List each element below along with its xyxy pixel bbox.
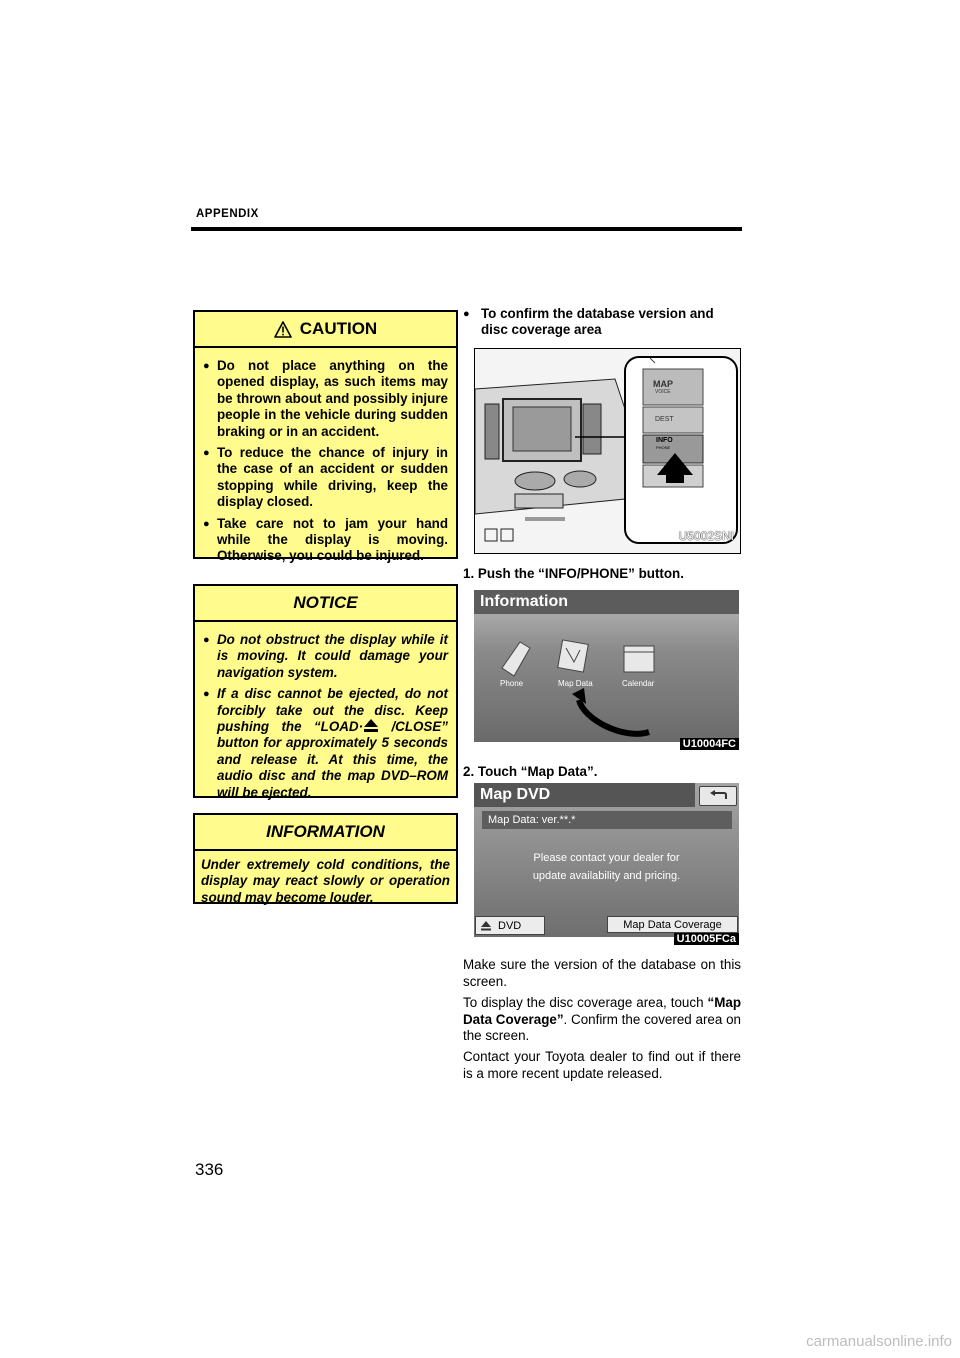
dashboard-illustration: [475, 349, 740, 553]
section-heading: ● To confirm the database version and disc coverage area: [463, 306, 714, 338]
figure-code: U10004FC: [680, 738, 739, 750]
bullet-icon: ●: [203, 360, 210, 372]
information-box: [193, 813, 458, 904]
bullet-icon: ●: [203, 688, 210, 701]
dashboard-figure: [474, 348, 741, 554]
eject-icon: [363, 719, 379, 732]
eject-icon: [480, 921, 492, 931]
dvd-eject-button[interactable]: DVD: [475, 916, 545, 935]
figure-code: U10005FCa: [674, 933, 739, 945]
phone-button-label: PHONE: [656, 445, 671, 450]
caution-body: [195, 348, 456, 578]
bullet-icon: ●: [463, 308, 470, 320]
step-1: 1. Push the “INFO/PHONE” button.: [463, 566, 684, 581]
phone-icon-label: Phone: [500, 679, 524, 688]
map-data-icon: [558, 640, 588, 672]
notice-box: [193, 584, 458, 798]
information-body: Under extremely cold conditions, the display may react slowly or operation sound may become louder.: [201, 857, 450, 905]
calendar-icon: [624, 646, 654, 672]
map-data-icon-label: Map Data: [558, 679, 593, 688]
map-dvd-screen-figure: [474, 783, 739, 945]
caution-item: ● To reduce the chance of injury in the case of an accident or sudden stopping while driving, keep the display closed.: [203, 445, 448, 510]
figure-code: U5002SNI: [678, 529, 734, 543]
notice-item: ● If a disc cannot be ejected, do not forcibly take out the disc. Keep pushing the “LOAD· /CLOSE” button for approximately 5 seconds and release it. At this time, the audio disc and the map DVD–ROM will be ejected.: [203, 686, 448, 800]
notice-item: ● Do not obstruct the display while it is moving. It could damage your navigation system.: [203, 632, 448, 680]
information-title: INFORMATION: [266, 822, 385, 841]
back-button[interactable]: [699, 786, 737, 806]
notice-title: NOTICE: [293, 593, 358, 612]
step-2: 2. Touch “Map Data”.: [463, 764, 598, 779]
back-arrow-icon: [708, 790, 728, 802]
notice-body: [195, 622, 456, 814]
watermark: carmanualsonline.info: [806, 1333, 952, 1350]
map-button-label: MAP: [653, 379, 673, 389]
info-icons: [474, 590, 739, 742]
map-dvd-title: Map DVD: [474, 783, 695, 807]
dest-button-label: DEST: [655, 416, 674, 423]
section-header: APPENDIX: [196, 208, 259, 220]
calendar-icon-label: Calendar: [622, 679, 655, 688]
warning-icon: [274, 321, 292, 338]
paragraph-version: Make sure the version of the database on this screen.: [463, 957, 741, 989]
information-screen-figure: [474, 590, 739, 750]
bullet-icon: ●: [203, 447, 210, 460]
information-header: [195, 815, 456, 851]
map-data-coverage-button[interactable]: Map Data Coverage: [607, 916, 738, 933]
page-number: 336: [195, 1160, 224, 1179]
paragraph-coverage: To display the disc coverage area, touch “Map Data Coverage”. Confirm the covered area on the screen.: [463, 995, 741, 1044]
phone-icon: [502, 642, 530, 676]
information-screen-title: Information: [474, 590, 739, 614]
notice-header: [195, 586, 456, 622]
caution-title: CAUTION: [299, 319, 378, 338]
bullet-icon: ●: [203, 634, 210, 646]
paragraph-dealer: Contact your Toyota dealer to find out if there is a more recent update released.: [463, 1049, 741, 1081]
caution-item: ● Do not place anything on the opened display, as such items may be thrown about and possibly injure people in the vehicle during sudden braking or in an accident.: [203, 358, 448, 439]
header-rule: [191, 227, 742, 231]
voice-button-label: VOICE: [655, 389, 671, 395]
bullet-icon: ●: [203, 517, 210, 530]
caution-box: [193, 310, 458, 564]
caution-header: [195, 312, 456, 348]
map-data-version: Map Data: ver.**.*: [482, 811, 732, 829]
info-button-label: INFO: [656, 437, 673, 444]
caution-item: ● Take care not to jam your hand while the display is moving. Otherwise, you could be injured.: [203, 515, 448, 564]
dealer-message: Please contact your dealer for update availability and pricing.: [532, 852, 681, 882]
